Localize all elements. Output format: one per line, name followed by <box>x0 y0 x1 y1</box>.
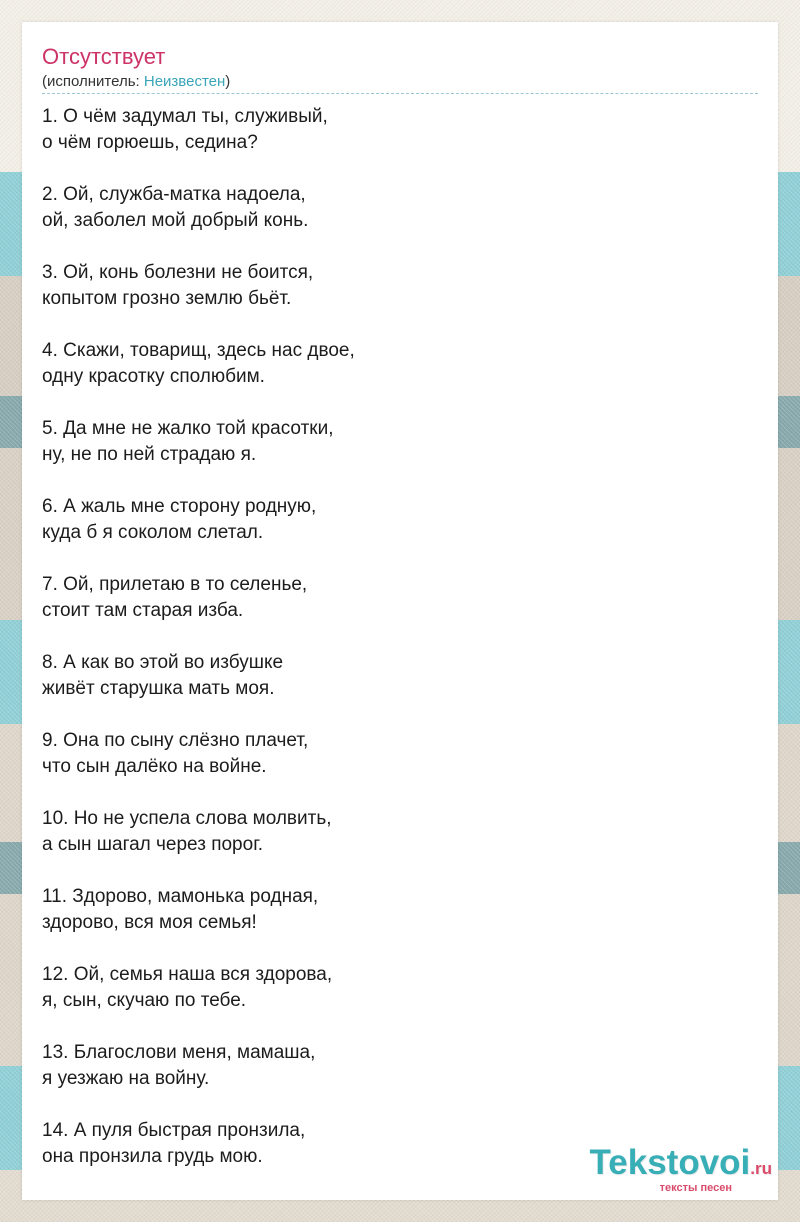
lyric-line: 14. А пуля быстрая пронзила, <box>42 1120 306 1141</box>
lyric-line: 13. Благослови меня, мамаша, <box>42 1042 316 1063</box>
lyric-line: а сын шагал через порог. <box>42 834 264 855</box>
lyric-line: я уезжаю на войну. <box>42 1068 210 1089</box>
verse <box>42 1040 758 1118</box>
lyric-line: копытом грозно землю бьёт. <box>42 288 292 309</box>
lyric-line: что сын далёко на войне. <box>42 756 267 777</box>
title-divider <box>42 93 758 94</box>
artist-line <box>42 72 230 92</box>
artist-suffix: ) <box>225 73 231 90</box>
lyric-line: куда б я соколом слетал. <box>42 522 264 543</box>
lyric-line: ой, заболел мой добрый конь. <box>42 210 309 231</box>
verse <box>42 260 758 338</box>
verse <box>42 416 758 494</box>
verse <box>42 650 758 728</box>
lyric-line: 12. Ой, семья наша вся здорова, <box>42 964 333 985</box>
lyric-line: она пронзила грудь мою. <box>42 1146 263 1167</box>
lyric-line: о чём горюешь, седина? <box>42 132 258 153</box>
lyric-line: здорово, вся моя семья! <box>42 912 257 933</box>
lyrics-body <box>42 104 758 1196</box>
artist-prefix: (исполнитель: <box>42 73 144 90</box>
lyric-line: 1. О чём задумал ты, служивый, <box>42 106 328 127</box>
verse <box>42 728 758 806</box>
lyric-line: 11. Здорово, мамонька родная, <box>42 886 319 907</box>
lyric-line: 9. Она по сыну слёзно плачет, <box>42 730 309 751</box>
lyric-line: 3. Ой, конь болезни не боится, <box>42 262 314 283</box>
logo-tagline: тексты песен <box>659 1182 732 1194</box>
verse <box>42 338 758 416</box>
lyric-line: 7. Ой, прилетаю в то селенье, <box>42 574 308 595</box>
lyric-line: 10. Но не успела слова молвить, <box>42 808 332 829</box>
verse <box>42 884 758 962</box>
logo-tld: .ru <box>750 1159 772 1178</box>
lyrics-card <box>22 22 778 1200</box>
logo-name: Tekstovoi <box>589 1143 751 1182</box>
song-title: Отсутствует <box>42 44 166 69</box>
verse <box>42 806 758 884</box>
lyric-line: стоит там старая изба. <box>42 600 244 621</box>
lyric-line: 4. Скажи, товарищ, здесь нас двое, <box>42 340 355 361</box>
verse <box>42 962 758 1040</box>
site-logo[interactable] <box>589 1143 772 1194</box>
lyric-line: 5. Да мне не жалко той красотки, <box>42 418 334 439</box>
verse <box>42 572 758 650</box>
lyric-line: 6. А жаль мне сторону родную, <box>42 496 317 517</box>
lyric-line: одну красотку сполюбим. <box>42 366 265 387</box>
lyric-line: 8. А как во этой во избушке <box>42 652 284 673</box>
verse <box>42 494 758 572</box>
verse <box>42 182 758 260</box>
lyric-line: я, сын, скучаю по тебе. <box>42 990 247 1011</box>
lyric-line: 2. Ой, служба-матка надоела, <box>42 184 306 205</box>
lyric-line: живёт старушка мать моя. <box>42 678 275 699</box>
verse <box>42 104 758 182</box>
artist-link[interactable]: Неизвестен <box>143 73 226 90</box>
lyric-line: ну, не по ней страдаю я. <box>42 444 257 465</box>
